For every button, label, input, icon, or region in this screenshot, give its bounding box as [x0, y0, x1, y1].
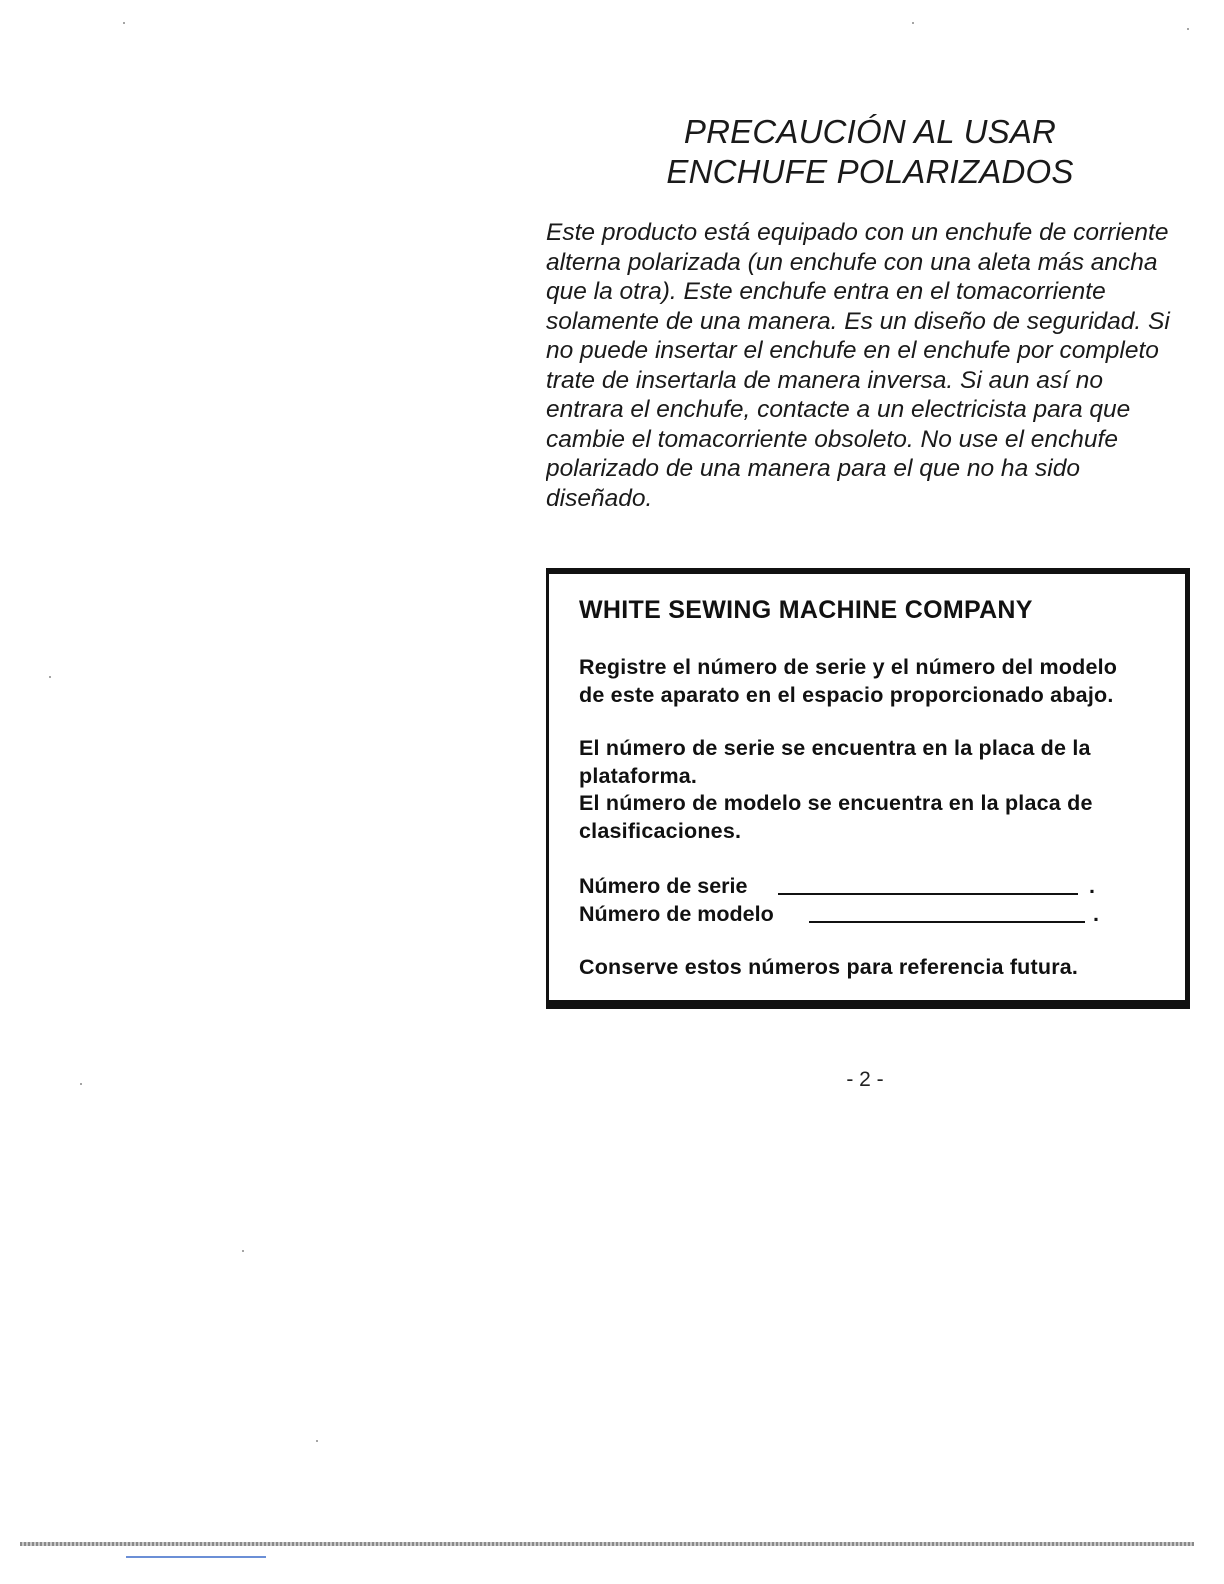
- location-line: plataforma.: [579, 763, 698, 788]
- model-number-label: Número de modelo: [579, 902, 774, 926]
- scan-speck: [123, 22, 125, 24]
- instruction-line: Registre el número de serie y el número del modelo: [579, 655, 1118, 679]
- scan-speck: [49, 676, 51, 678]
- title-line-2: ENCHUFE POLARIZADOS: [666, 153, 1074, 190]
- model-number-field[interactable]: [579, 900, 1179, 928]
- polarized-plug-warning: [546, 218, 1196, 513]
- instruction-line: de este aparato en el espacio proporcionado abajo.: [579, 682, 1114, 707]
- plate-locations: [579, 735, 1179, 845]
- warning-line: no puede insertar el enchufe en el enchufe por completo: [546, 337, 1159, 364]
- scan-speck: [242, 1250, 244, 1252]
- model-number-blank[interactable]: [809, 921, 1085, 923]
- warning-line: entrara el enchufe, contacte a un electricista para que: [546, 396, 1131, 423]
- footer-note: Conserve estos números para referencia futura.: [579, 955, 1079, 979]
- serial-number-blank[interactable]: [778, 893, 1078, 895]
- scan-edge-mark: [126, 1556, 266, 1558]
- warning-line: polarizado de una manera para el que no ha sido: [546, 455, 1080, 482]
- warning-line: alterna polarizada (un enchufe con una aleta más ancha: [546, 248, 1158, 276]
- location-line: El número de serie se encuentra en la placa de la: [579, 736, 1091, 760]
- serial-number-label: Número de serie: [579, 874, 748, 898]
- registration-instructions: [579, 654, 1179, 709]
- scan-speck: [912, 22, 914, 24]
- scan-speck: [80, 1083, 82, 1085]
- warning-line: que la otra). Este enchufe entra en el tomacorriente: [546, 278, 1106, 305]
- page-title: [560, 112, 1180, 192]
- serial-number-terminator: .: [1089, 874, 1095, 898]
- scan-speck: [1187, 28, 1189, 30]
- warning-line: solamente de una manera. Es un diseño de seguridad. Si: [546, 307, 1170, 335]
- serial-number-field[interactable]: [579, 872, 1179, 900]
- registration-content: [579, 594, 1179, 982]
- title-line-1: PRECAUCIÓN AL USAR: [683, 113, 1057, 150]
- warning-line: diseñado.: [546, 484, 653, 512]
- scan-speck: [316, 1440, 318, 1442]
- page-number: - 2 -: [846, 1068, 884, 1091]
- model-number-terminator: .: [1093, 902, 1099, 926]
- warning-line: trate de insertarla de manera inversa. Si aun así no: [546, 366, 1104, 394]
- location-line: El número de modelo se encuentra en la placa de: [579, 791, 1093, 815]
- scan-edge-rule: [20, 1542, 1194, 1546]
- company-name: WHITE SEWING MACHINE COMPANY: [579, 596, 1033, 624]
- location-line: clasificaciones.: [579, 818, 742, 843]
- registration-box: [546, 568, 1190, 1009]
- warning-line: cambie el tomacorriente obsoleto. No use el enchufe: [546, 425, 1118, 453]
- warning-line: Este producto está equipado con un enchufe de corriente: [546, 219, 1169, 246]
